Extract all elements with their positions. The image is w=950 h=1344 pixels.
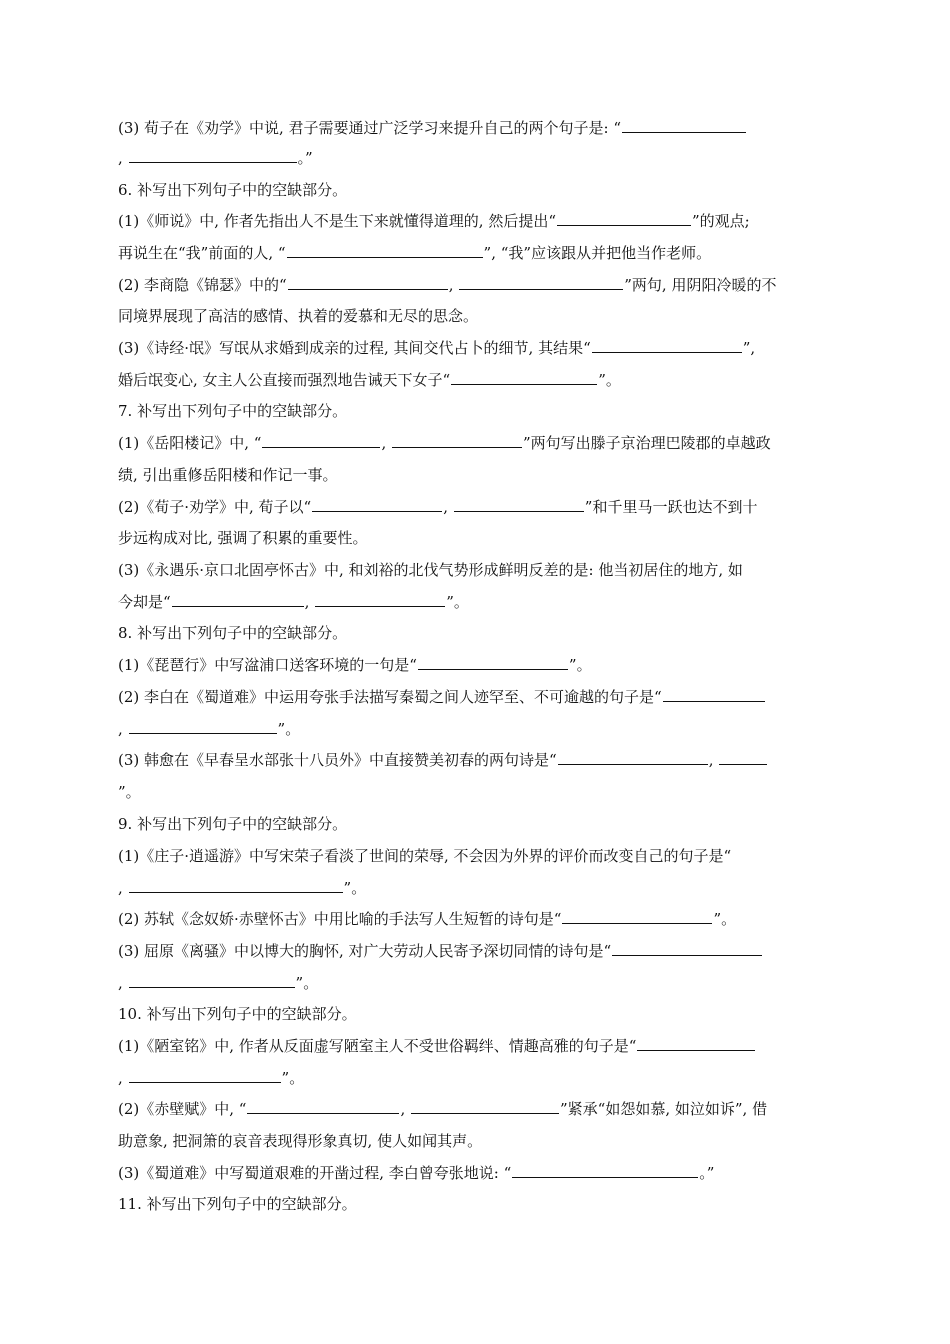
line-text: , — [118, 879, 128, 897]
answer-blank[interactable] — [288, 275, 448, 290]
text-line — [118, 1194, 830, 1214]
line-text: 绩, 引出重修岳阳楼和作记一事。 — [118, 466, 338, 484]
line-text: (1)《陋室铭》中, 作者从反面虚写陋室主人不受世俗羁绊、情趣高雅的句子是“ — [118, 1037, 637, 1055]
line-text: ”和千里马一跃也达不到十 — [584, 498, 758, 516]
line-text: , — [304, 593, 315, 611]
line-text: , — [448, 276, 459, 294]
text-line — [118, 275, 830, 295]
line-text: (2) 李白在《蜀道难》中运用夸张手法描写秦蜀之间人迹罕至、不可逾越的句子是“ — [118, 688, 662, 706]
answer-blank[interactable] — [411, 1099, 559, 1114]
text-line — [118, 592, 830, 612]
text-line — [118, 148, 830, 168]
text-line — [118, 560, 830, 580]
line-text: (2)《赤壁赋》中, “ — [118, 1100, 247, 1118]
answer-blank[interactable] — [129, 973, 295, 988]
line-text: , — [400, 1100, 410, 1118]
line-text: (3) 荀子在《劝学》中说, 君子需要通过广泛学习来提升自己的两个句子是: “ — [118, 119, 622, 137]
line-text: ”两句写出滕子京治理巴陵郡的卓越政 — [523, 434, 771, 452]
text-line — [118, 211, 830, 231]
text-line — [118, 909, 830, 929]
text-line — [118, 846, 830, 866]
line-text: 7. 补写出下列句子中的空缺部分。 — [118, 402, 348, 420]
line-text: 6. 补写出下列句子中的空缺部分。 — [118, 181, 348, 199]
answer-blank[interactable] — [247, 1099, 399, 1114]
line-text: ”两句, 用阴阳冷暖的不 — [624, 276, 777, 294]
text-line — [118, 814, 830, 834]
text-line — [118, 878, 830, 898]
line-text: ”。 — [277, 720, 301, 738]
answer-blank[interactable] — [719, 750, 767, 765]
line-text: (1)《琵琶行》中写湓浦口送客环境的一句是“ — [118, 656, 417, 674]
answer-blank[interactable] — [392, 433, 522, 448]
line-text: , — [443, 498, 453, 516]
text-line — [118, 687, 830, 707]
line-text: 助意象, 把洞箫的哀音表现得形象真切, 使人如闻其声。 — [118, 1132, 483, 1150]
text-line — [118, 750, 830, 770]
text-line — [118, 1163, 830, 1183]
answer-blank[interactable] — [622, 118, 746, 133]
line-text: 婚后氓变心, 女主人公直接而强烈地告诫天下女子“ — [118, 371, 451, 389]
line-text: , — [118, 1069, 128, 1087]
line-text: 11. 补写出下列句子中的空缺部分。 — [118, 1195, 357, 1213]
line-text: ”。 — [568, 656, 592, 674]
answer-blank[interactable] — [454, 497, 584, 512]
answer-blank[interactable] — [312, 497, 442, 512]
text-line — [118, 370, 830, 390]
text-line — [118, 306, 830, 326]
line-text: (2) 李商隐《锦瑟》中的“ — [118, 276, 287, 294]
line-text: 今却是“ — [118, 593, 171, 611]
text-line — [118, 1131, 830, 1151]
answer-blank[interactable] — [129, 148, 297, 163]
text-line — [118, 433, 830, 453]
answer-blank[interactable] — [262, 433, 380, 448]
line-text: 。” — [699, 1164, 715, 1182]
line-text: (3) 韩愈在《早春呈水部张十八员外》中直接赞美初春的两句诗是“ — [118, 751, 557, 769]
text-line — [118, 118, 830, 138]
text-line — [118, 655, 830, 675]
line-text: ”, — [742, 339, 756, 357]
text-line — [118, 497, 830, 517]
text-line — [118, 180, 830, 200]
line-text: (3)《诗经·氓》写氓从求婚到成亲的过程, 其间交代占卜的细节, 其结果“ — [118, 339, 591, 357]
answer-blank[interactable] — [557, 211, 691, 226]
line-text: (3)《永遇乐·京口北固亭怀古》中, 和刘裕的北伐气势形成鲜明反差的是: 他当初居住的地方, 如 — [118, 561, 743, 579]
answer-blank[interactable] — [663, 687, 765, 702]
line-text: ”, “我”应该跟从并把他当作老师。 — [483, 244, 712, 262]
answer-blank[interactable] — [592, 338, 742, 353]
answer-blank[interactable] — [129, 878, 343, 893]
line-text: , — [708, 751, 719, 769]
line-text: 10. 补写出下列句子中的空缺部分。 — [118, 1005, 357, 1023]
line-text: , — [118, 149, 128, 167]
answer-blank[interactable] — [612, 941, 762, 956]
text-line — [118, 1068, 830, 1088]
line-text: ”。 — [295, 974, 319, 992]
line-text: 同境界展现了高洁的感情、执着的爱慕和无尽的思念。 — [118, 307, 479, 325]
line-text: (3) 屈原《离骚》中以博大的胸怀, 对广大劳动人民寄予深切同情的诗句是“ — [118, 942, 612, 960]
text-line — [118, 1004, 830, 1024]
answer-blank[interactable] — [451, 370, 597, 385]
line-text: 步远构成对比, 强调了积累的重要性。 — [118, 529, 368, 547]
answer-blank[interactable] — [418, 655, 568, 670]
line-text: ”。 — [446, 593, 469, 611]
answer-blank[interactable] — [172, 592, 304, 607]
line-text: (1)《庄子·逍遥游》中写宋荣子看淡了世间的荣辱, 不会因为外界的评价而改变自己的句子是“ — [118, 847, 732, 865]
text-line — [118, 941, 830, 961]
text-line — [118, 623, 830, 643]
line-text: , — [381, 434, 391, 452]
line-text: ”紧承“如怨如慕, 如泣如诉”, 借 — [560, 1100, 768, 1118]
answer-blank[interactable] — [512, 1163, 698, 1178]
line-text: (2) 苏轼《念奴娇·赤壁怀古》中用比喻的手法写人生短暂的诗句是“ — [118, 910, 562, 928]
answer-blank[interactable] — [459, 275, 623, 290]
line-text: ”。 — [598, 371, 621, 389]
line-text: (3)《蜀道难》中写蜀道艰难的开凿过程, 李白曾夸张地说: “ — [118, 1164, 512, 1182]
line-text: , — [118, 720, 128, 738]
line-text: (2)《荀子·劝学》中, 荀子以“ — [118, 498, 312, 516]
answer-blank[interactable] — [129, 1068, 281, 1083]
text-line — [118, 401, 830, 421]
line-text: , — [118, 974, 128, 992]
answer-blank[interactable] — [637, 1036, 755, 1051]
text-line — [118, 719, 830, 739]
text-line — [118, 1099, 830, 1119]
text-line — [118, 782, 830, 802]
text-line — [118, 1036, 830, 1056]
answer-blank[interactable] — [129, 719, 277, 734]
line-text: ”。 — [343, 879, 367, 897]
text-line — [118, 528, 830, 548]
text-line — [118, 243, 830, 263]
line-text: 8. 补写出下列句子中的空缺部分。 — [118, 624, 348, 642]
answer-blank[interactable] — [562, 909, 712, 924]
line-text: 。” — [297, 149, 313, 167]
line-text: 再说生在“我”前面的人, “ — [118, 244, 286, 262]
line-text: (1)《岳阳楼记》中, “ — [118, 434, 262, 452]
line-text: 9. 补写出下列句子中的空缺部分。 — [118, 815, 348, 833]
line-text: ”的观点; — [692, 212, 750, 230]
answer-blank[interactable] — [315, 592, 445, 607]
line-text: ”。 — [281, 1069, 305, 1087]
answer-blank[interactable] — [558, 750, 708, 765]
line-text: (1)《师说》中, 作者先指出人不是生下来就懂得道理的, 然后提出“ — [118, 212, 556, 230]
line-text: ”。 — [713, 910, 737, 928]
text-line — [118, 973, 830, 993]
line-text: ”。 — [118, 783, 141, 801]
text-line — [118, 338, 830, 358]
text-line — [118, 465, 830, 485]
answer-blank[interactable] — [287, 243, 483, 258]
